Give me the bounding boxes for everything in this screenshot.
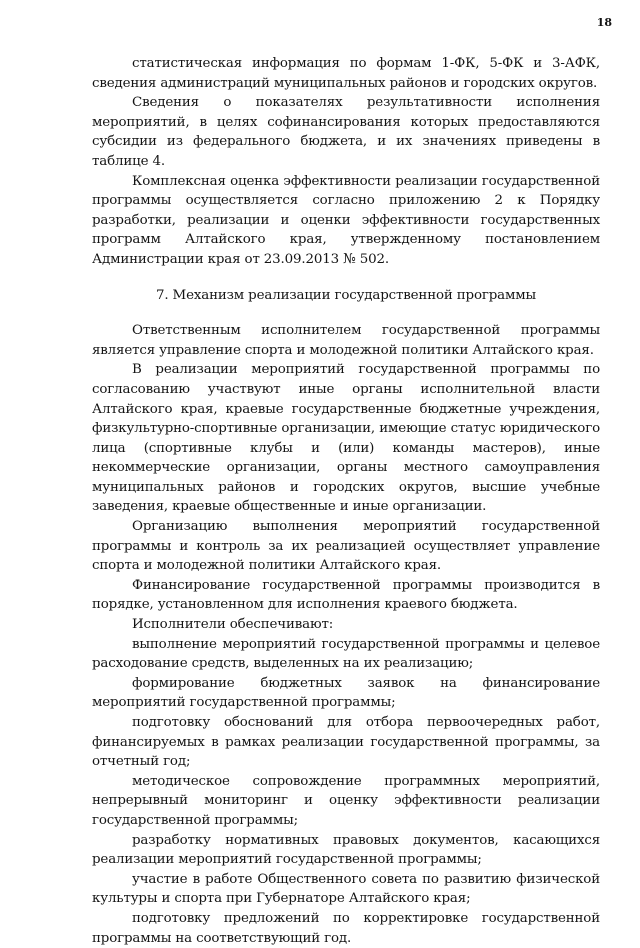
- list-item: методическое сопровождение программных мероприятий, непрерывный мониторинг и оценку эффективности реализации государственной программы;: [92, 773, 600, 828]
- paragraph: Финансирование государственной программы производится в порядке, установленном для исполнения краевого бюджета.: [92, 577, 600, 613]
- list-item: подготовку обоснований для отбора первоочередных работ, финансируемых в рамках реализации государственной программы, за отчетный год;: [92, 715, 600, 770]
- list-item: участие в работе Общественного совета по развитию физической культуры и спорта при Губернаторе Алтайского края;: [92, 871, 600, 907]
- page-number: 18: [596, 16, 612, 29]
- list-item: разработку нормативных правовых документов, касающихся реализации мероприятий государственной программы;: [92, 832, 600, 868]
- paragraph: В реализации мероприятий государственной программы по согласованию участвуют иные органы исполнительной власти Алтайского края, краевые государственные бюджетные учреждения, физкультурно-спортивные организации, имеющие статус юридического лица (спортивные клубы и (или) команды мастеров), иные некоммерческие организации, органы местного самоуправления муниципальных районов и городских округов, высшие учебные заведения, краевые общественные и иные организации.: [92, 362, 600, 515]
- list-item: формирование бюджетных заявок на финансирование мероприятий государственной программы;: [92, 675, 600, 711]
- paragraph: Исполнители обеспечивают:: [132, 617, 334, 633]
- section-heading: 7. Механизм реализации государственной программы: [155, 287, 537, 303]
- paragraph: Организацию выполнения мероприятий государственной программы и контроль за их реализацией осуществляет управление спорта и молодежной политики Алтайского края.: [92, 519, 600, 574]
- document-body: [92, 54, 600, 948]
- paragraph: Ответственным исполнителем государственной программы является управление спорта и молодежной политики Алтайского края.: [92, 323, 600, 358]
- list-item: выполнение мероприятий государственной программы и целевое расходование средств, выделенных на их реализацию;: [92, 636, 600, 672]
- paragraph: Сведения о показателях результативности исполнения мероприятий, в целях софинансирования которых предоставляются субсидии из федерального бюджета, и их значениях приведены в таблице 4.: [92, 95, 600, 169]
- paragraph: Комплексная оценка эффективности реализации государственной программы осуществляется согласно приложению 2 к Порядку разработки, реализации и оценки эффективности государственных программ Алтайского края, утвержденному постановлением Администрации края от 23.09.2013 № 502.: [92, 173, 600, 267]
- paragraph: статистическая информация по формам 1-ФК, 5-ФК и 3-АФК, сведения администраций муниципальных районов и городских округов.: [92, 56, 600, 91]
- list-item: подготовку предложений по корректировке государственной программы на соответствующий год.: [92, 910, 600, 946]
